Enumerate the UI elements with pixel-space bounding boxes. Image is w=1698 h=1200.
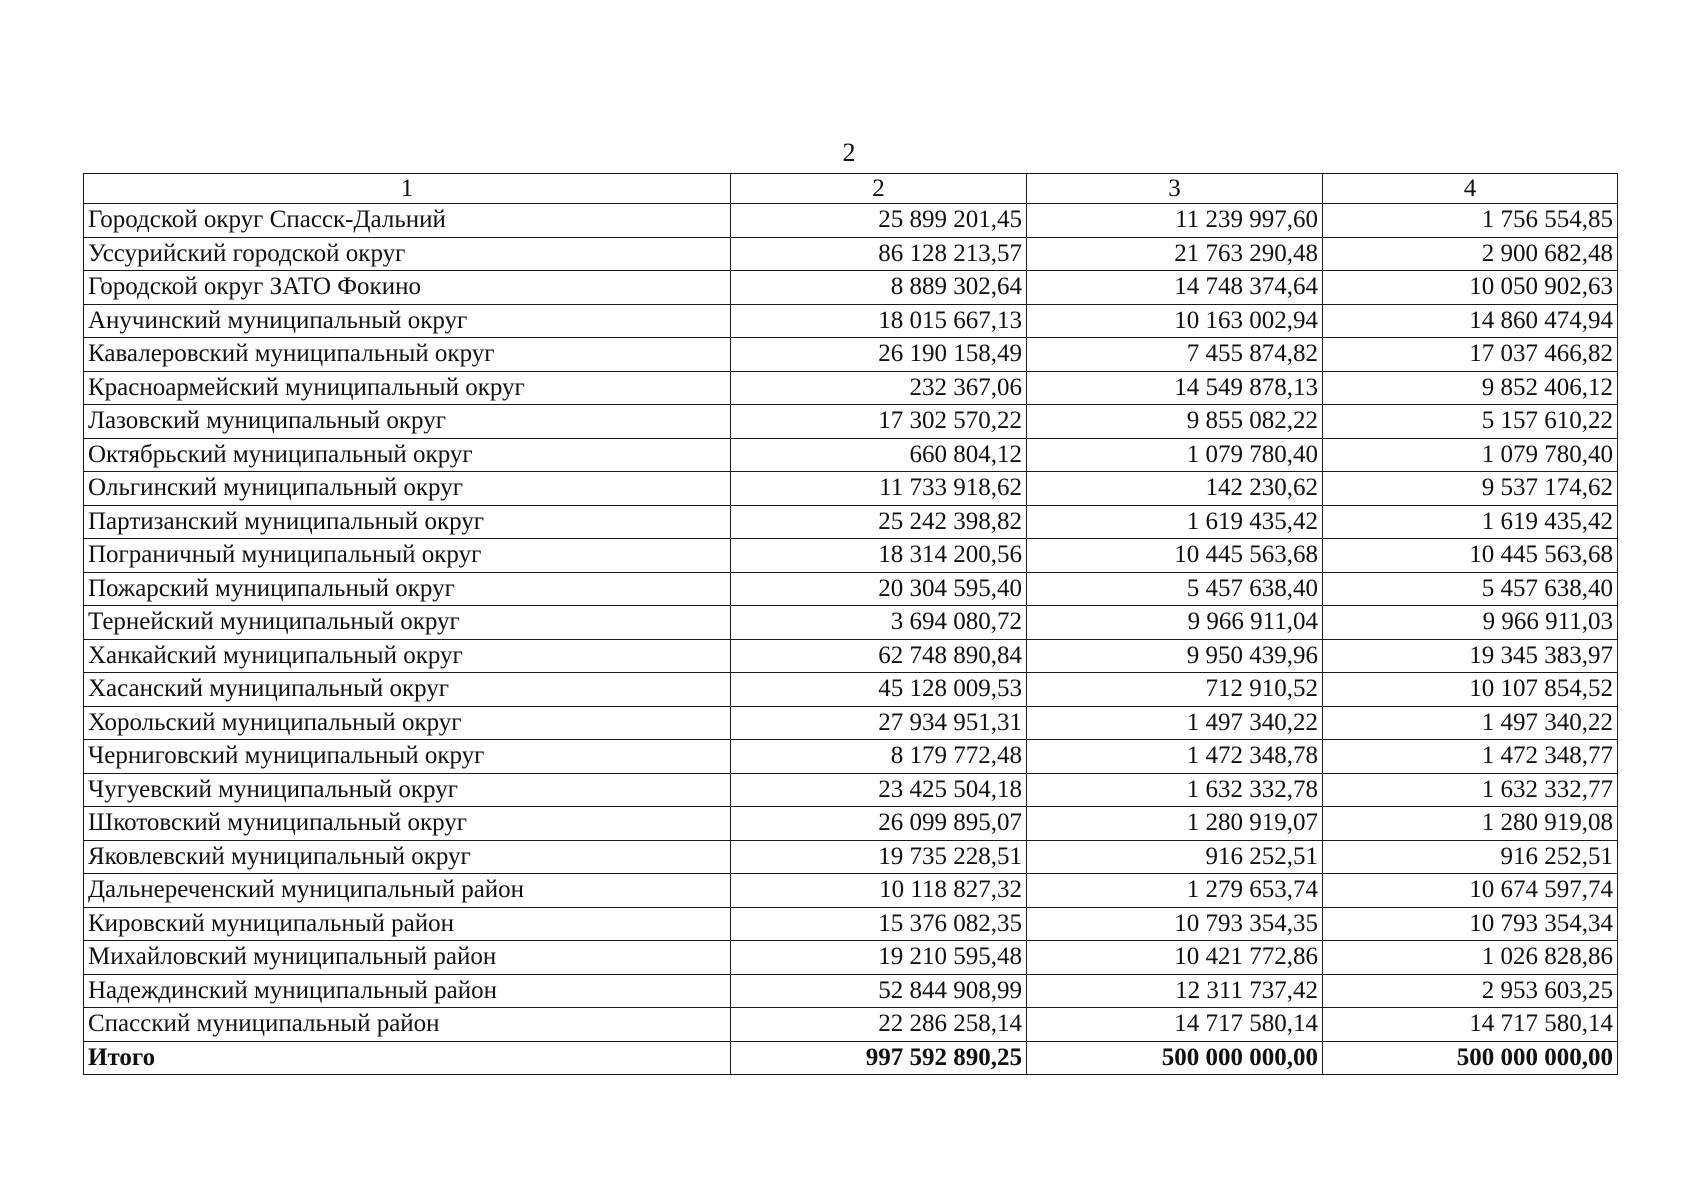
municipality-name: Партизанский муниципальный округ	[84, 505, 731, 539]
value-col4: 10 445 563,68	[1323, 539, 1618, 573]
value-col2: 25 242 398,82	[731, 505, 1027, 539]
value-col2: 19 210 595,48	[731, 941, 1027, 975]
table-row	[84, 237, 1618, 271]
value-col4: 2 900 682,48	[1323, 237, 1618, 271]
value-col3: 1 279 653,74	[1027, 874, 1323, 908]
municipality-name: Спасский муниципальный район	[84, 1008, 731, 1042]
value-col4: 14 717 580,14	[1323, 1008, 1618, 1042]
table-body	[84, 204, 1618, 1075]
value-col2: 22 286 258,14	[731, 1008, 1027, 1042]
table-row	[84, 773, 1618, 807]
value-col2: 8 889 302,64	[731, 271, 1027, 305]
table-row	[84, 874, 1618, 908]
total-label: Итого	[84, 1041, 731, 1075]
municipality-name: Тернейский муниципальный округ	[84, 606, 731, 640]
value-col3: 9 855 082,22	[1027, 405, 1323, 439]
municipality-name: Кировский муниципальный район	[84, 907, 731, 941]
value-col4: 1 026 828,86	[1323, 941, 1618, 975]
column-header-4: 4	[1323, 174, 1618, 204]
value-col4: 1 497 340,22	[1323, 706, 1618, 740]
table-row	[84, 807, 1618, 841]
value-col3: 10 445 563,68	[1027, 539, 1323, 573]
municipality-name: Шкотовский муниципальный округ	[84, 807, 731, 841]
value-col3: 14 717 580,14	[1027, 1008, 1323, 1042]
table-header	[84, 174, 1618, 204]
value-col2: 45 128 009,53	[731, 673, 1027, 707]
value-col2: 11 733 918,62	[731, 472, 1027, 506]
table-row	[84, 706, 1618, 740]
value-col3: 1 619 435,42	[1027, 505, 1323, 539]
table-row	[84, 840, 1618, 874]
municipality-name: Пограничный муниципальный округ	[84, 539, 731, 573]
value-col4: 5 457 638,40	[1323, 572, 1618, 606]
total-value-col4: 500 000 000,00	[1323, 1041, 1618, 1075]
table-row	[84, 740, 1618, 774]
value-col4: 10 674 597,74	[1323, 874, 1618, 908]
value-col2: 52 844 908,99	[731, 974, 1027, 1008]
value-col4: 916 252,51	[1323, 840, 1618, 874]
value-col3: 12 311 737,42	[1027, 974, 1323, 1008]
value-col3: 142 230,62	[1027, 472, 1323, 506]
value-col3: 1 497 340,22	[1027, 706, 1323, 740]
value-col2: 18 015 667,13	[731, 304, 1027, 338]
value-col4: 14 860 474,94	[1323, 304, 1618, 338]
table-row	[84, 572, 1618, 606]
header-row	[84, 174, 1618, 204]
value-col4: 5 157 610,22	[1323, 405, 1618, 439]
value-col4: 1 756 554,85	[1323, 204, 1618, 238]
table-row	[84, 606, 1618, 640]
value-col3: 14 549 878,13	[1027, 371, 1323, 405]
page-number: 2	[842, 138, 856, 167]
value-col2: 19 735 228,51	[731, 840, 1027, 874]
municipality-name: Городской округ Спасск-Дальний	[84, 204, 731, 238]
value-col2: 86 128 213,57	[731, 237, 1027, 271]
value-col2: 62 748 890,84	[731, 639, 1027, 673]
value-col3: 10 421 772,86	[1027, 941, 1323, 975]
value-col3: 7 455 874,82	[1027, 338, 1323, 372]
value-col3: 9 966 911,04	[1027, 606, 1323, 640]
municipality-name: Надеждинский муниципальный район	[84, 974, 731, 1008]
table-row	[84, 539, 1618, 573]
value-col3: 21 763 290,48	[1027, 237, 1323, 271]
table-row	[84, 673, 1618, 707]
value-col3: 11 239 997,60	[1027, 204, 1323, 238]
value-col4: 1 280 919,08	[1323, 807, 1618, 841]
table-row	[84, 371, 1618, 405]
value-col2: 17 302 570,22	[731, 405, 1027, 439]
table-row	[84, 338, 1618, 372]
value-col3: 712 910,52	[1027, 673, 1323, 707]
municipality-name: Октябрьский муниципальный округ	[84, 438, 731, 472]
value-col2: 660 804,12	[731, 438, 1027, 472]
table-row	[84, 472, 1618, 506]
value-col2: 23 425 504,18	[731, 773, 1027, 807]
data-table	[83, 173, 1618, 1075]
value-col4: 9 966 911,03	[1323, 606, 1618, 640]
table-row	[84, 438, 1618, 472]
value-col3: 9 950 439,96	[1027, 639, 1323, 673]
municipality-name: Михайловский муниципальный район	[84, 941, 731, 975]
value-col4: 1 079 780,40	[1323, 438, 1618, 472]
value-col4: 1 632 332,77	[1323, 773, 1618, 807]
value-col4: 1 472 348,77	[1323, 740, 1618, 774]
value-col3: 1 632 332,78	[1027, 773, 1323, 807]
value-col3: 1 280 919,07	[1027, 807, 1323, 841]
value-col2: 8 179 772,48	[731, 740, 1027, 774]
value-col2: 26 190 158,49	[731, 338, 1027, 372]
municipality-name: Анучинский муниципальный округ	[84, 304, 731, 338]
column-header-2: 2	[731, 174, 1027, 204]
value-col3: 14 748 374,64	[1027, 271, 1323, 305]
municipality-name: Хасанский муниципальный округ	[84, 673, 731, 707]
table-row	[84, 405, 1618, 439]
value-col4: 9 852 406,12	[1323, 371, 1618, 405]
municipality-name: Дальнереченский муниципальный район	[84, 874, 731, 908]
municipality-name: Кавалеровский муниципальный округ	[84, 338, 731, 372]
value-col2: 25 899 201,45	[731, 204, 1027, 238]
value-col3: 5 457 638,40	[1027, 572, 1323, 606]
value-col2: 26 099 895,07	[731, 807, 1027, 841]
total-value-col3: 500 000 000,00	[1027, 1041, 1323, 1075]
value-col2: 27 934 951,31	[731, 706, 1027, 740]
total-value-col2: 997 592 890,25	[731, 1041, 1027, 1075]
municipality-name: Красноармейский муниципальный округ	[84, 371, 731, 405]
value-col2: 232 367,06	[731, 371, 1027, 405]
table-row	[84, 304, 1618, 338]
value-col2: 18 314 200,56	[731, 539, 1027, 573]
municipality-name: Хорольский муниципальный округ	[84, 706, 731, 740]
value-col4: 17 037 466,82	[1323, 338, 1618, 372]
value-col4: 2 953 603,25	[1323, 974, 1618, 1008]
value-col4: 1 619 435,42	[1323, 505, 1618, 539]
municipality-name: Уссурийский городской округ	[84, 237, 731, 271]
value-col4: 9 537 174,62	[1323, 472, 1618, 506]
municipality-name: Яковлевский муниципальный округ	[84, 840, 731, 874]
value-col2: 20 304 595,40	[731, 572, 1027, 606]
value-col3: 916 252,51	[1027, 840, 1323, 874]
table-row	[84, 271, 1618, 305]
value-col3: 1 472 348,78	[1027, 740, 1323, 774]
table-row	[84, 907, 1618, 941]
value-col4: 10 050 902,63	[1323, 271, 1618, 305]
municipality-name: Городской округ ЗАТО Фокино	[84, 271, 731, 305]
table-row	[84, 639, 1618, 673]
table-row	[84, 974, 1618, 1008]
value-col2: 10 118 827,32	[731, 874, 1027, 908]
municipality-name: Ольгинский муниципальный округ	[84, 472, 731, 506]
column-header-3: 3	[1027, 174, 1323, 204]
value-col4: 19 345 383,97	[1323, 639, 1618, 673]
value-col2: 15 376 082,35	[731, 907, 1027, 941]
table-row	[84, 204, 1618, 238]
value-col4: 10 793 354,34	[1323, 907, 1618, 941]
municipality-name: Ханкайский муниципальный округ	[84, 639, 731, 673]
municipality-name: Лазовский муниципальный округ	[84, 405, 731, 439]
total-row	[84, 1041, 1618, 1075]
municipality-name: Чугуевский муниципальный округ	[84, 773, 731, 807]
value-col4: 10 107 854,52	[1323, 673, 1618, 707]
table-row	[84, 941, 1618, 975]
municipality-name: Черниговский муниципальный округ	[84, 740, 731, 774]
value-col3: 1 079 780,40	[1027, 438, 1323, 472]
value-col3: 10 793 354,35	[1027, 907, 1323, 941]
column-header-1: 1	[84, 174, 731, 204]
municipality-name: Пожарский муниципальный округ	[84, 572, 731, 606]
value-col3: 10 163 002,94	[1027, 304, 1323, 338]
table-row	[84, 505, 1618, 539]
table-row	[84, 1008, 1618, 1042]
value-col2: 3 694 080,72	[731, 606, 1027, 640]
